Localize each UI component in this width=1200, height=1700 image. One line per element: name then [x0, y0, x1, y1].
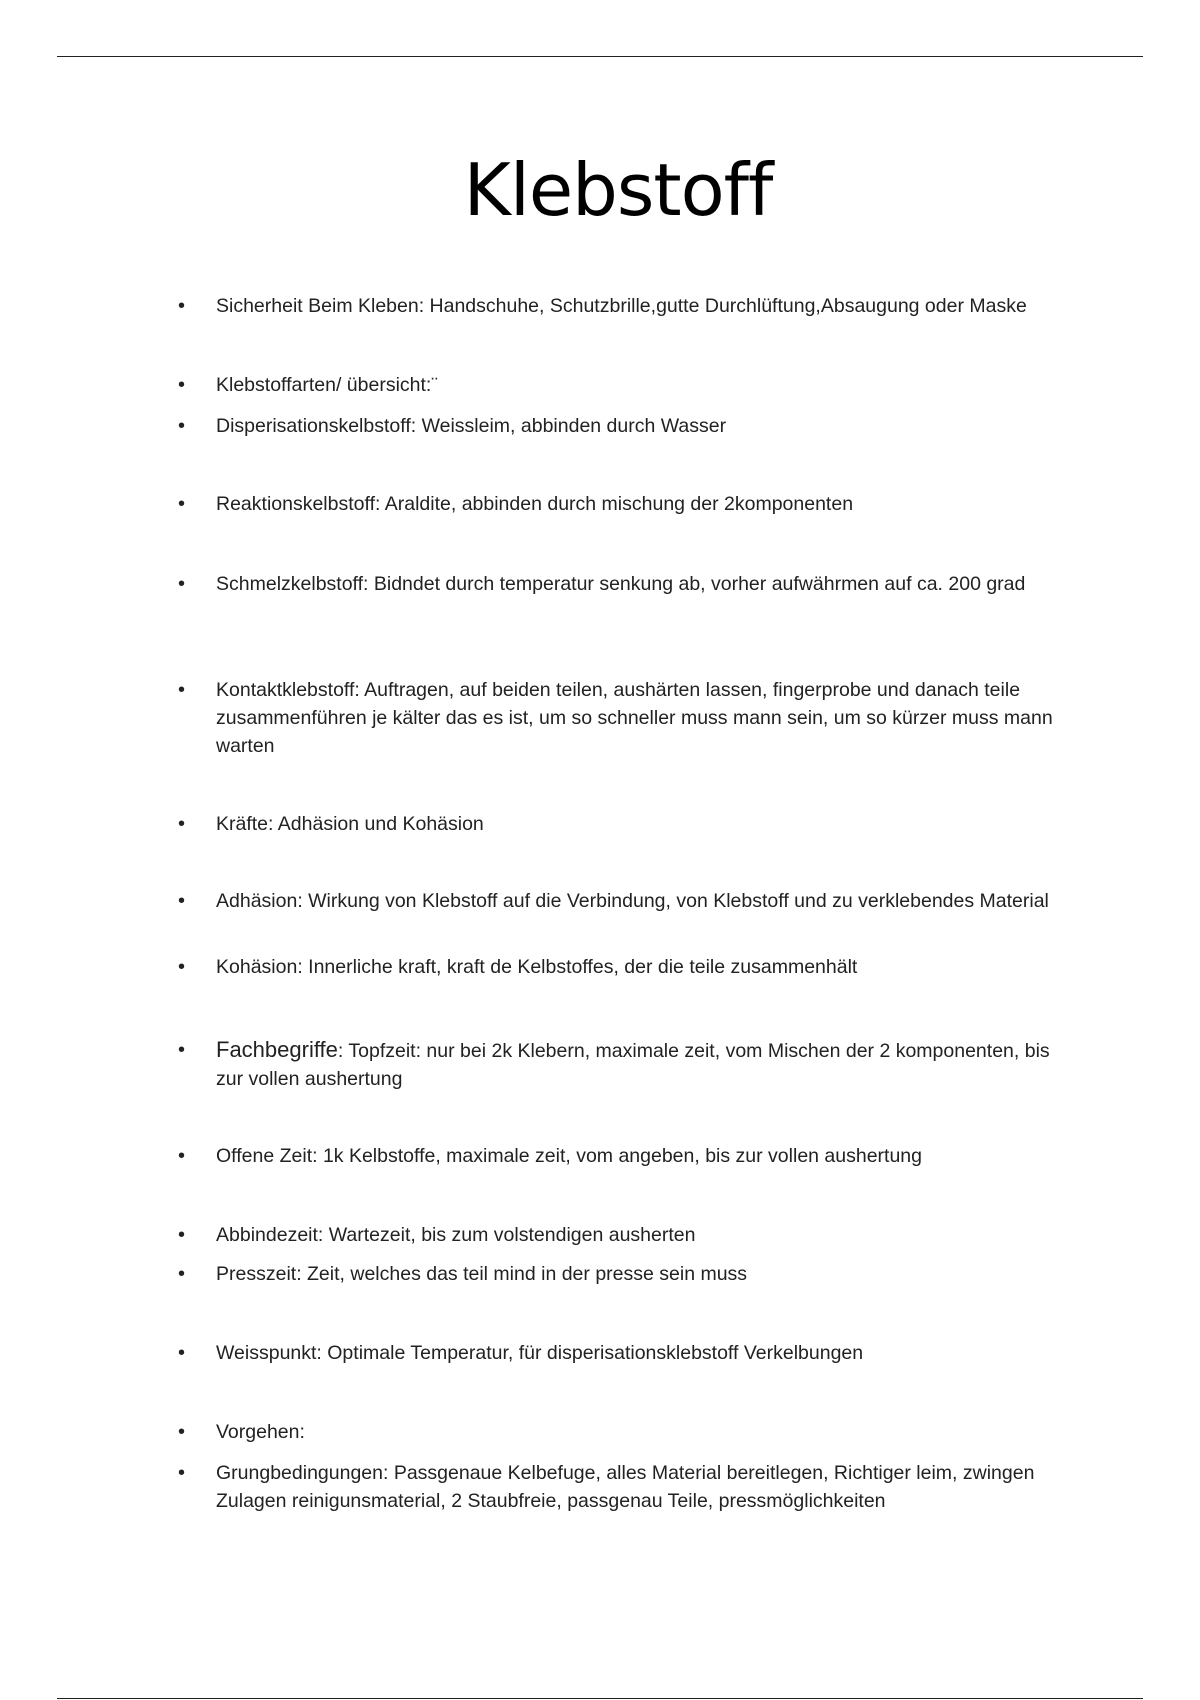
- bullet-icon: •: [178, 813, 186, 835]
- list-item-lead: Fachbegriffe: [216, 1037, 338, 1062]
- bullet-icon: •: [178, 890, 186, 912]
- bullet-icon: •: [178, 573, 186, 595]
- list-item-text: Kohäsion: Innerliche kraft, kraft de Kelbstoffes, der die teile zusammenhält: [216, 956, 858, 978]
- list-item-text: Adhäsion: Wirkung von Klebstoff auf die Verbindung, von Klebstoff und zu verklebendes Material: [216, 890, 1049, 912]
- list-item-text: Reaktionskelbstoff: Araldite, abbinden durch mischung der 2komponenten: [216, 493, 854, 515]
- bullet-icon: •: [178, 1263, 186, 1285]
- page-title: Klebstoff: [463, 148, 773, 232]
- list-item-text: Sicherheit Beim Kleben: Handschuhe, Schutzbrille,gutte Durchlüftung,Absaugung oder Maske: [216, 295, 1027, 317]
- bullet-icon: •: [178, 295, 186, 317]
- bullet-icon: •: [178, 1039, 186, 1061]
- bullet-icon: •: [178, 1224, 186, 1246]
- bullet-icon: •: [178, 1145, 186, 1167]
- bullet-icon: •: [178, 956, 186, 978]
- bullet-icon: •: [178, 1421, 186, 1443]
- list-item-text: Grungbedingungen: Passgenaue Kelbefuge, alles Material bereitlegen, Richtiger leim, zwingen Zulagen reinigunsmaterial, 2 Staubfreie, passgenau Teile, pressmöglichkeiten: [216, 1462, 1035, 1512]
- list-item-text: Kontaktklebstoff: Auftragen, auf beiden teilen, aushärten lassen, fingerprobe und danach teile zusammenführen je kälter das es ist, um so schneller muss mann sein, um so kürzer muss mann warten: [216, 679, 1053, 757]
- footer-rule: [57, 1698, 1143, 1699]
- bullet-icon: •: [178, 415, 186, 437]
- header-rule: [57, 56, 1143, 57]
- list-item-text: Offene Zeit: 1k Kelbstoffe, maximale zeit, vom angeben, bis zur vollen aushertung: [216, 1145, 922, 1167]
- bullet-icon: •: [178, 493, 186, 515]
- list-item-text: [216, 1036, 1066, 1093]
- list-item-text: Weisspunkt: Optimale Temperatur, für disperisationsklebstoff Verkelbungen: [216, 1342, 864, 1364]
- list-item-text: Klebstoffarten/ übersicht:¨: [216, 374, 438, 396]
- list-item-text: Abbindezeit: Wartezeit, bis zum volstendigen ausherten: [216, 1224, 696, 1246]
- list-item-text: Kräfte: Adhäsion und Kohäsion: [216, 813, 484, 835]
- list-item-text: Vorgehen:: [216, 1421, 305, 1443]
- list-item-text: Disperisationskelbstoff: Weissleim, abbinden durch Wasser: [216, 415, 727, 437]
- bullet-icon: •: [178, 679, 186, 701]
- list-item-text: Schmelzkelbstoff: Bidndet durch temperatur senkung ab, vorher aufwährmen auf ca. 200 grad: [216, 573, 1026, 595]
- bullet-icon: •: [178, 374, 186, 396]
- bullet-icon: •: [178, 1342, 186, 1364]
- bullet-icon: •: [178, 1462, 186, 1484]
- list-item-rest: : Topfzeit: nur bei 2k Klebern, maximale zeit, vom Mischen der 2 komponenten, bis zur vollen aushertung: [216, 1040, 1050, 1090]
- list-item-text: Presszeit: Zeit, welches das teil mind in der presse sein muss: [216, 1263, 748, 1285]
